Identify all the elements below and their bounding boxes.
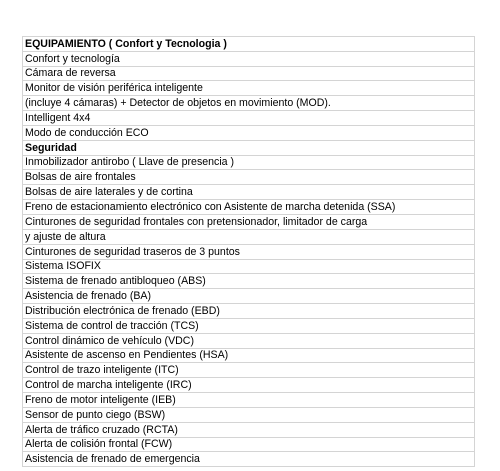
spec-row [23,318,475,333]
spec-cell [23,22,475,36]
spec-row [23,170,475,185]
section-heading-cell: Seguridad [23,140,475,155]
spec-cell: Asistencia de frenado de emergencia [23,452,475,467]
spec-row [23,229,475,244]
spec-row [23,274,475,289]
spec-row [23,393,475,408]
spec-cell: Alerta de tráfico cruzado (RCTA) [23,422,475,437]
spec-row [23,333,475,348]
spec-cell: Cinturones de seguridad traseros de 3 puntos [23,244,475,259]
spec-row [23,125,475,140]
section-heading-row [23,36,475,51]
spec-row [23,200,475,215]
spec-row [23,111,475,126]
spec-row [23,289,475,304]
spec-row [23,81,475,96]
spec-cell: Asistencia de frenado (BA) [23,289,475,304]
spec-row [23,304,475,319]
spec-cell: Sistema de frenado antibloqueo (ABS) [23,274,475,289]
spec-row [23,259,475,274]
spec-row [23,437,475,452]
spec-row [23,407,475,422]
spec-cell: Asistente de ascenso en Pendientes (HSA) [23,348,475,363]
spec-cell: Control dinámico de vehículo (VDC) [23,333,475,348]
spec-row [23,66,475,81]
spec-cell: y ajuste de altura [23,229,475,244]
spec-row [23,214,475,229]
spec-row [23,244,475,259]
spec-cell: Freno de estacionamiento electrónico con Asistente de marcha detenida (SSA) [23,200,475,215]
spec-table-body [23,22,475,467]
empty-row [23,22,475,36]
spec-row [23,422,475,437]
spec-table [22,22,475,467]
spec-cell: Cámara de reversa [23,66,475,81]
spec-row [23,155,475,170]
spec-cell: Freno de motor inteligente (IEB) [23,393,475,408]
section-heading-row [23,140,475,155]
spec-row [23,363,475,378]
section-heading-cell: EQUIPAMIENTO ( Confort y Tecnologia ) [23,36,475,51]
spec-cell: Sensor de punto ciego (BSW) [23,407,475,422]
spec-cell: (incluye 4 cámaras) + Detector de objetos en movimiento (MOD). [23,96,475,111]
spec-cell: Confort y tecnología [23,51,475,66]
spec-cell: Sistema de control de tracción (TCS) [23,318,475,333]
spec-cell: Distribución electrónica de frenado (EBD) [23,304,475,319]
spec-row [23,185,475,200]
spec-row [23,452,475,467]
spec-cell: Intelligent 4x4 [23,111,475,126]
spec-cell: Sistema ISOFIX [23,259,475,274]
spec-cell: Bolsas de aire frontales [23,170,475,185]
spec-row [23,96,475,111]
spec-cell: Control de trazo inteligente (ITC) [23,363,475,378]
spec-row [23,378,475,393]
spec-row [23,348,475,363]
spec-cell: Cinturones de seguridad frontales con pretensionador, limitador de carga [23,214,475,229]
spec-cell: Modo de conducción ECO [23,125,475,140]
spec-cell: Monitor de visión periférica inteligente [23,81,475,96]
spec-cell: Inmobilizador antirobo ( Llave de presencia ) [23,155,475,170]
spec-cell: Alerta de colisión frontal (FCW) [23,437,475,452]
spec-cell: Bolsas de aire laterales y de cortina [23,185,475,200]
spec-cell: Control de marcha inteligente (IRC) [23,378,475,393]
spec-row [23,51,475,66]
